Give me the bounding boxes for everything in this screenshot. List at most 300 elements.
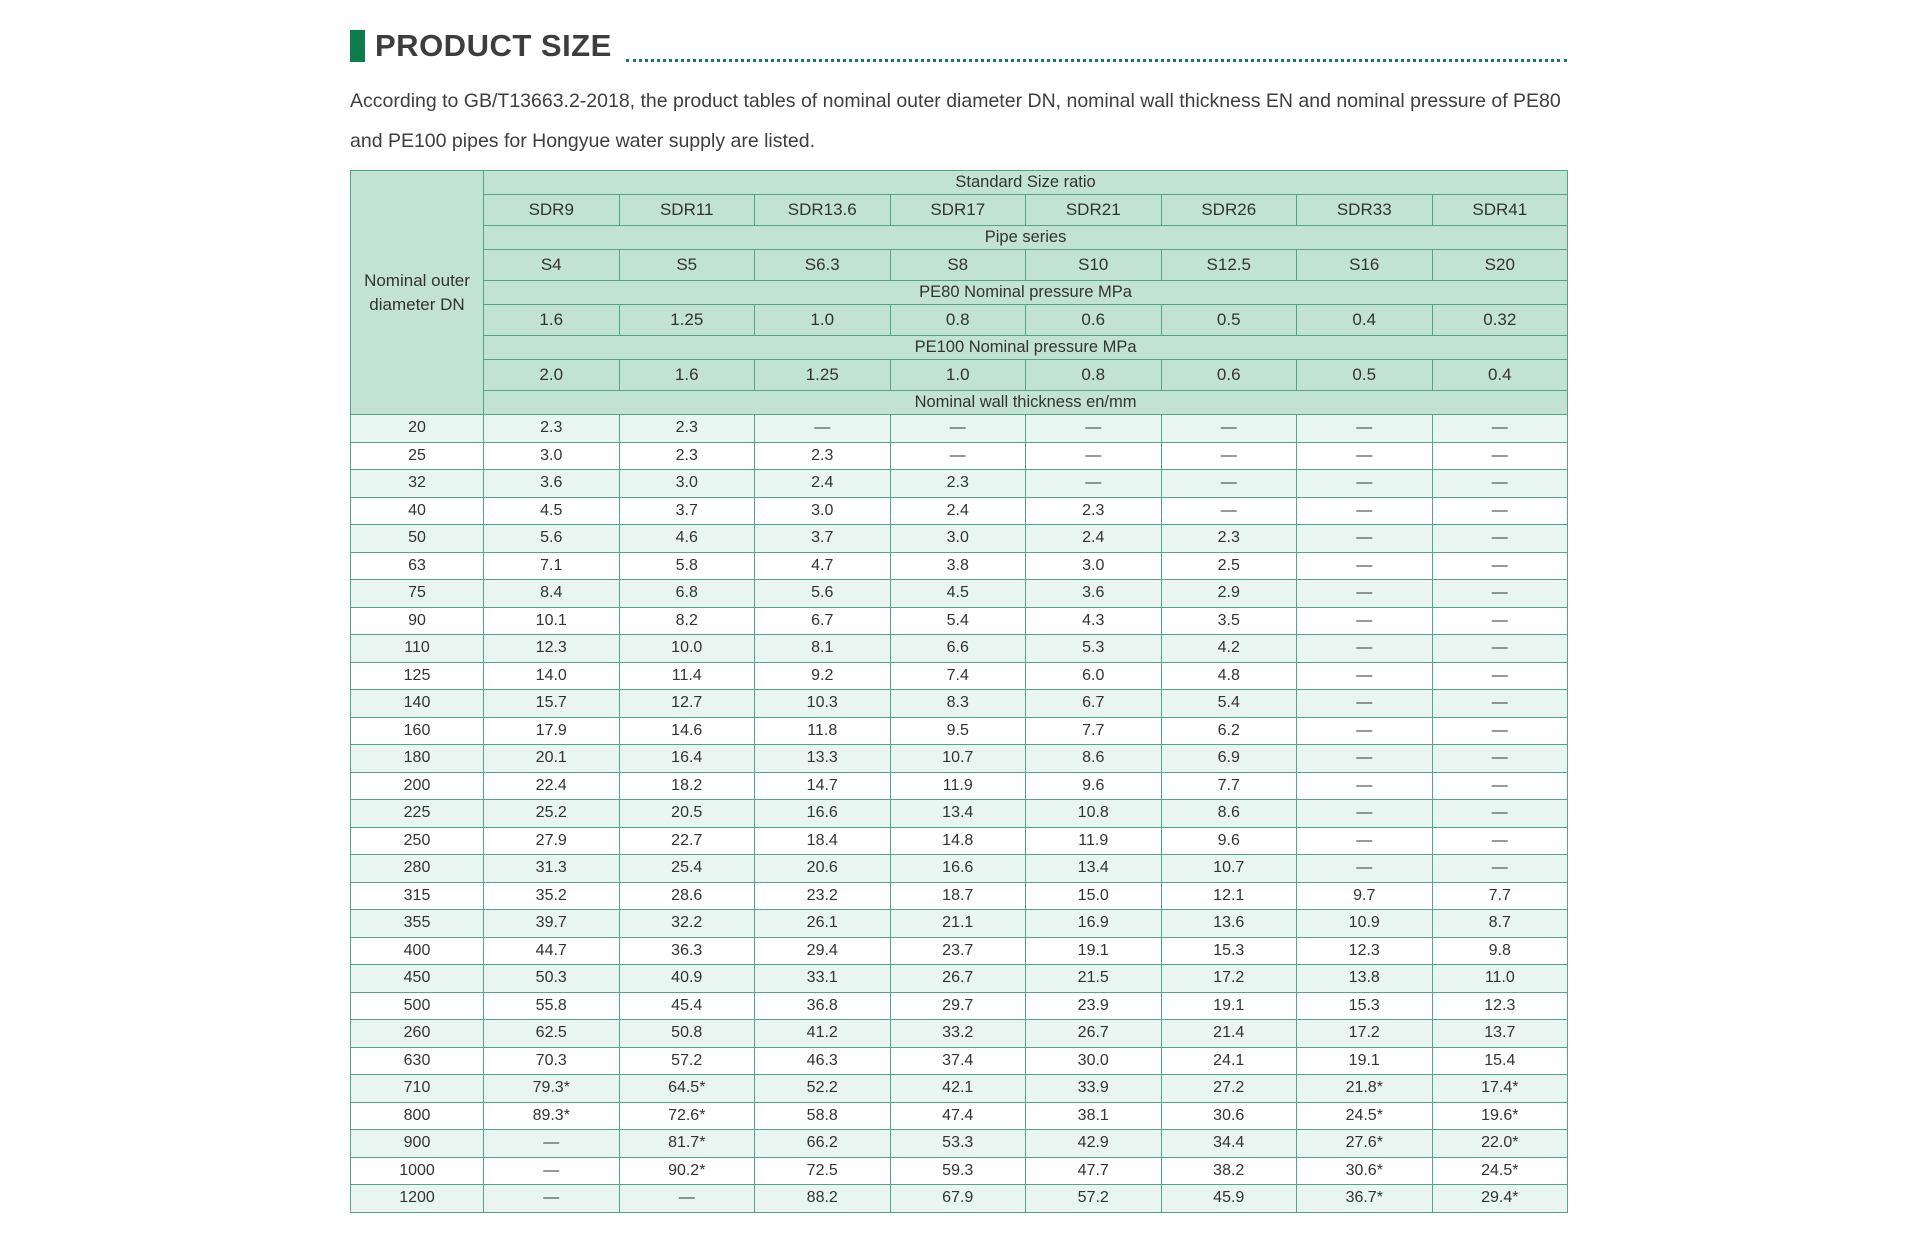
value-cell: 35.2	[484, 882, 620, 910]
value-cell: 28.6	[619, 882, 755, 910]
dn-cell: 90	[351, 607, 484, 635]
value-cell: 89.3*	[484, 1102, 620, 1130]
value-cell: 8.1	[755, 635, 891, 663]
corner-label: Nominal outer diameter DN	[351, 171, 484, 415]
value-cell: 17.2	[1297, 1020, 1433, 1048]
header-group-label: PE100 Nominal pressure MPa	[484, 336, 1568, 360]
value-cell: 25.4	[619, 855, 755, 883]
value-cell: 17.4*	[1432, 1075, 1568, 1103]
value-cell: 4.7	[755, 552, 891, 580]
value-cell: 3.0	[484, 442, 620, 470]
header-cell: SDR41	[1432, 195, 1568, 226]
value-cell: 18.4	[755, 827, 891, 855]
value-cell: 14.6	[619, 717, 755, 745]
table-row	[351, 965, 1568, 993]
value-cell: 15.4	[1432, 1047, 1568, 1075]
header-row	[351, 391, 1568, 415]
header-row	[351, 250, 1568, 281]
header-cell: S8	[890, 250, 1026, 281]
value-cell: 64.5*	[619, 1075, 755, 1103]
value-cell: —	[1432, 717, 1568, 745]
table-row	[351, 1020, 1568, 1048]
section-header	[350, 28, 1567, 62]
value-cell: 3.0	[755, 497, 891, 525]
header-cell: 0.4	[1297, 305, 1433, 336]
value-cell: 41.2	[755, 1020, 891, 1048]
value-cell: 2.3	[890, 470, 1026, 498]
value-cell: —	[1161, 442, 1297, 470]
value-cell: 21.1	[890, 910, 1026, 938]
value-cell: 38.1	[1026, 1102, 1162, 1130]
product-size-table	[350, 170, 1568, 1213]
value-cell: 21.5	[1026, 965, 1162, 993]
value-cell: 29.7	[890, 992, 1026, 1020]
dn-cell: 75	[351, 580, 484, 608]
value-cell: 3.0	[619, 470, 755, 498]
value-cell: 2.3	[619, 415, 755, 443]
value-cell: 29.4*	[1432, 1185, 1568, 1213]
value-cell: 16.4	[619, 745, 755, 773]
value-cell: 19.1	[1026, 937, 1162, 965]
header-group-label: Nominal wall thickness en/mm	[484, 391, 1568, 415]
value-cell: 21.4	[1161, 1020, 1297, 1048]
value-cell: —	[1297, 800, 1433, 828]
header-cell: S6.3	[755, 250, 891, 281]
value-cell: —	[1026, 470, 1162, 498]
value-cell: —	[1161, 497, 1297, 525]
header-cell: SDR11	[619, 195, 755, 226]
value-cell: 40.9	[619, 965, 755, 993]
table-row	[351, 415, 1568, 443]
table-row	[351, 607, 1568, 635]
value-cell: —	[484, 1157, 620, 1185]
value-cell: 24.1	[1161, 1047, 1297, 1075]
table-row	[351, 1185, 1568, 1213]
value-cell: 9.6	[1161, 827, 1297, 855]
value-cell: —	[1432, 580, 1568, 608]
value-cell: 11.0	[1432, 965, 1568, 993]
value-cell: —	[1297, 607, 1433, 635]
value-cell: 9.6	[1026, 772, 1162, 800]
value-cell: 2.3	[1026, 497, 1162, 525]
value-cell: —	[1297, 415, 1433, 443]
value-cell: 6.7	[755, 607, 891, 635]
value-cell: 5.3	[1026, 635, 1162, 663]
dn-cell: 710	[351, 1075, 484, 1103]
header-cell: S10	[1026, 250, 1162, 281]
value-cell: 45.4	[619, 992, 755, 1020]
table-row	[351, 1075, 1568, 1103]
value-cell: 5.8	[619, 552, 755, 580]
dn-cell: 315	[351, 882, 484, 910]
header-row	[351, 195, 1568, 226]
header-cell: SDR33	[1297, 195, 1433, 226]
dotted-leader-line	[626, 54, 1567, 62]
value-cell: 22.4	[484, 772, 620, 800]
value-cell: 34.4	[1161, 1130, 1297, 1158]
value-cell: 20.6	[755, 855, 891, 883]
value-cell: 23.7	[890, 937, 1026, 965]
value-cell: 11.9	[890, 772, 1026, 800]
dn-cell: 355	[351, 910, 484, 938]
value-cell: —	[1432, 525, 1568, 553]
value-cell: 37.4	[890, 1047, 1026, 1075]
value-cell: 13.7	[1432, 1020, 1568, 1048]
value-cell: 18.2	[619, 772, 755, 800]
value-cell: 33.1	[755, 965, 891, 993]
value-cell: 6.2	[1161, 717, 1297, 745]
value-cell: 33.9	[1026, 1075, 1162, 1103]
value-cell: —	[1432, 800, 1568, 828]
table-row	[351, 1130, 1568, 1158]
value-cell: 2.9	[1161, 580, 1297, 608]
value-cell: 17.2	[1161, 965, 1297, 993]
header-cell: 0.6	[1026, 305, 1162, 336]
value-cell: —	[1297, 662, 1433, 690]
header-group-label: PE80 Nominal pressure MPa	[484, 281, 1568, 305]
table-row	[351, 497, 1568, 525]
dn-cell: 630	[351, 1047, 484, 1075]
value-cell: 5.4	[890, 607, 1026, 635]
value-cell: 29.4	[755, 937, 891, 965]
value-cell: 79.3*	[484, 1075, 620, 1103]
value-cell: —	[1026, 415, 1162, 443]
value-cell: 55.8	[484, 992, 620, 1020]
value-cell: 4.2	[1161, 635, 1297, 663]
value-cell: 2.5	[1161, 552, 1297, 580]
value-cell: 10.0	[619, 635, 755, 663]
value-cell: —	[619, 1185, 755, 1213]
value-cell: 9.7	[1297, 882, 1433, 910]
value-cell: 10.8	[1026, 800, 1162, 828]
dn-cell: 280	[351, 855, 484, 883]
value-cell: —	[1432, 662, 1568, 690]
value-cell: 30.6	[1161, 1102, 1297, 1130]
header-row	[351, 226, 1568, 250]
value-cell: 3.7	[619, 497, 755, 525]
value-cell: —	[1297, 855, 1433, 883]
value-cell: 70.3	[484, 1047, 620, 1075]
value-cell: 4.8	[1161, 662, 1297, 690]
value-cell: 59.3	[890, 1157, 1026, 1185]
value-cell: 3.5	[1161, 607, 1297, 635]
value-cell: 39.7	[484, 910, 620, 938]
value-cell: 9.5	[890, 717, 1026, 745]
value-cell: 47.7	[1026, 1157, 1162, 1185]
dn-cell: 160	[351, 717, 484, 745]
dn-cell: 40	[351, 497, 484, 525]
header-cell: 1.6	[619, 360, 755, 391]
header-cell: 1.6	[484, 305, 620, 336]
dn-cell: 125	[351, 662, 484, 690]
value-cell: 13.6	[1161, 910, 1297, 938]
table-row	[351, 552, 1568, 580]
value-cell: 3.7	[755, 525, 891, 553]
value-cell: —	[1297, 690, 1433, 718]
dn-cell: 400	[351, 937, 484, 965]
value-cell: —	[1432, 497, 1568, 525]
header-cell: SDR13.6	[755, 195, 891, 226]
dn-cell: 1000	[351, 1157, 484, 1185]
dn-cell: 250	[351, 827, 484, 855]
value-cell: 2.4	[755, 470, 891, 498]
value-cell: 12.7	[619, 690, 755, 718]
value-cell: 27.6*	[1297, 1130, 1433, 1158]
dn-cell: 260	[351, 1020, 484, 1048]
value-cell: 22.7	[619, 827, 755, 855]
dn-cell: 20	[351, 415, 484, 443]
value-cell: —	[1297, 717, 1433, 745]
value-cell: 7.1	[484, 552, 620, 580]
value-cell: 4.5	[890, 580, 1026, 608]
value-cell: —	[1297, 745, 1433, 773]
value-cell: 42.1	[890, 1075, 1026, 1103]
value-cell: 18.7	[890, 882, 1026, 910]
value-cell: 9.2	[755, 662, 891, 690]
value-cell: —	[1432, 635, 1568, 663]
dn-cell: 32	[351, 470, 484, 498]
value-cell: 14.7	[755, 772, 891, 800]
value-cell: 2.4	[1026, 525, 1162, 553]
value-cell: —	[1026, 442, 1162, 470]
table-row	[351, 745, 1568, 773]
value-cell: 12.3	[1297, 937, 1433, 965]
value-cell: —	[1161, 470, 1297, 498]
value-cell: 9.8	[1432, 937, 1568, 965]
value-cell: 62.5	[484, 1020, 620, 1048]
table-row	[351, 827, 1568, 855]
value-cell: —	[1297, 827, 1433, 855]
header-row	[351, 171, 1568, 195]
value-cell: 50.3	[484, 965, 620, 993]
table-row	[351, 772, 1568, 800]
page-title: PRODUCT SIZE	[375, 28, 612, 63]
value-cell: 72.5	[755, 1157, 891, 1185]
header-cell: 1.25	[619, 305, 755, 336]
value-cell: 44.7	[484, 937, 620, 965]
header-group-label: Pipe series	[484, 226, 1568, 250]
value-cell: 21.8*	[1297, 1075, 1433, 1103]
value-cell: 72.6*	[619, 1102, 755, 1130]
value-cell: 67.9	[890, 1185, 1026, 1213]
header-cell: 2.0	[484, 360, 620, 391]
value-cell: —	[1432, 745, 1568, 773]
value-cell: 5.4	[1161, 690, 1297, 718]
table-body	[351, 415, 1568, 1213]
value-cell: 13.8	[1297, 965, 1433, 993]
value-cell: 2.3	[484, 415, 620, 443]
value-cell: 47.4	[890, 1102, 1026, 1130]
value-cell: 4.6	[619, 525, 755, 553]
value-cell: 30.0	[1026, 1047, 1162, 1075]
table-row	[351, 1102, 1568, 1130]
value-cell: 6.8	[619, 580, 755, 608]
value-cell: —	[1161, 415, 1297, 443]
value-cell: 4.3	[1026, 607, 1162, 635]
value-cell: 19.1	[1297, 1047, 1433, 1075]
value-cell: 57.2	[1026, 1185, 1162, 1213]
value-cell: —	[755, 415, 891, 443]
value-cell: 20.1	[484, 745, 620, 773]
table-row	[351, 1157, 1568, 1185]
dn-cell: 1200	[351, 1185, 484, 1213]
value-cell: —	[1297, 552, 1433, 580]
header-cell: 0.32	[1432, 305, 1568, 336]
table-row	[351, 1047, 1568, 1075]
value-cell: —	[1297, 635, 1433, 663]
dn-cell: 450	[351, 965, 484, 993]
value-cell: 6.9	[1161, 745, 1297, 773]
value-cell: 58.8	[755, 1102, 891, 1130]
value-cell: 14.0	[484, 662, 620, 690]
value-cell: 2.3	[619, 442, 755, 470]
value-cell: 10.7	[890, 745, 1026, 773]
value-cell: 7.7	[1026, 717, 1162, 745]
value-cell: —	[1297, 497, 1433, 525]
value-cell: 13.4	[1026, 855, 1162, 883]
table-row	[351, 800, 1568, 828]
value-cell: 4.5	[484, 497, 620, 525]
value-cell: 12.3	[1432, 992, 1568, 1020]
value-cell: 19.6*	[1432, 1102, 1568, 1130]
value-cell: 7.7	[1432, 882, 1568, 910]
header-cell: 1.0	[890, 360, 1026, 391]
header-cell: 0.8	[890, 305, 1026, 336]
header-group-label: Standard Size ratio	[484, 171, 1568, 195]
table-row	[351, 525, 1568, 553]
value-cell: 30.6*	[1297, 1157, 1433, 1185]
value-cell: —	[890, 442, 1026, 470]
value-cell: 8.2	[619, 607, 755, 635]
value-cell: —	[890, 415, 1026, 443]
value-cell: 11.4	[619, 662, 755, 690]
header-cell: SDR21	[1026, 195, 1162, 226]
value-cell: 15.7	[484, 690, 620, 718]
value-cell: 81.7*	[619, 1130, 755, 1158]
header-row	[351, 360, 1568, 391]
value-cell: 53.3	[890, 1130, 1026, 1158]
value-cell: 15.3	[1161, 937, 1297, 965]
value-cell: 16.6	[755, 800, 891, 828]
value-cell: —	[1432, 827, 1568, 855]
value-cell: 3.0	[1026, 552, 1162, 580]
value-cell: 8.7	[1432, 910, 1568, 938]
value-cell: —	[1297, 580, 1433, 608]
dn-cell: 225	[351, 800, 484, 828]
value-cell: 3.0	[890, 525, 1026, 553]
value-cell: 45.9	[1161, 1185, 1297, 1213]
value-cell: 13.4	[890, 800, 1026, 828]
dn-cell: 800	[351, 1102, 484, 1130]
value-cell: 19.1	[1161, 992, 1297, 1020]
table-row	[351, 662, 1568, 690]
value-cell: 15.3	[1297, 992, 1433, 1020]
value-cell: 3.8	[890, 552, 1026, 580]
value-cell: 12.1	[1161, 882, 1297, 910]
value-cell: 23.9	[1026, 992, 1162, 1020]
table-header	[351, 171, 1568, 415]
value-cell: —	[1432, 552, 1568, 580]
table-row	[351, 882, 1568, 910]
value-cell: 5.6	[755, 580, 891, 608]
value-cell: 88.2	[755, 1185, 891, 1213]
header-row	[351, 305, 1568, 336]
header-cell: S12.5	[1161, 250, 1297, 281]
header-cell: S20	[1432, 250, 1568, 281]
value-cell: 57.2	[619, 1047, 755, 1075]
value-cell: 6.7	[1026, 690, 1162, 718]
value-cell: 52.2	[755, 1075, 891, 1103]
value-cell: 5.6	[484, 525, 620, 553]
table-row	[351, 937, 1568, 965]
value-cell: 22.0*	[1432, 1130, 1568, 1158]
value-cell: 32.2	[619, 910, 755, 938]
table-row	[351, 717, 1568, 745]
dn-cell: 63	[351, 552, 484, 580]
header-cell: 0.6	[1161, 360, 1297, 391]
table-row	[351, 855, 1568, 883]
value-cell: 90.2*	[619, 1157, 755, 1185]
header-row	[351, 336, 1568, 360]
dn-cell: 50	[351, 525, 484, 553]
value-cell: —	[1432, 415, 1568, 443]
value-cell: 10.1	[484, 607, 620, 635]
value-cell: 24.5*	[1297, 1102, 1433, 1130]
dn-cell: 180	[351, 745, 484, 773]
value-cell: 31.3	[484, 855, 620, 883]
value-cell: 8.3	[890, 690, 1026, 718]
value-cell: 11.8	[755, 717, 891, 745]
dn-cell: 110	[351, 635, 484, 663]
value-cell: 42.9	[1026, 1130, 1162, 1158]
dn-cell: 140	[351, 690, 484, 718]
value-cell: —	[1297, 772, 1433, 800]
table-row	[351, 910, 1568, 938]
value-cell: 12.3	[484, 635, 620, 663]
value-cell: 50.8	[619, 1020, 755, 1048]
value-cell: —	[1297, 442, 1433, 470]
value-cell: 14.8	[890, 827, 1026, 855]
section-marker-square	[350, 30, 365, 62]
header-cell: 0.5	[1161, 305, 1297, 336]
value-cell: 16.9	[1026, 910, 1162, 938]
header-cell: S4	[484, 250, 620, 281]
header-cell: S16	[1297, 250, 1433, 281]
value-cell: 11.9	[1026, 827, 1162, 855]
value-cell: —	[1432, 470, 1568, 498]
value-cell: —	[1432, 855, 1568, 883]
value-cell: 36.8	[755, 992, 891, 1020]
value-cell: 17.9	[484, 717, 620, 745]
page-content	[0, 28, 1567, 1213]
value-cell: —	[1297, 525, 1433, 553]
value-cell: 27.9	[484, 827, 620, 855]
value-cell: 38.2	[1161, 1157, 1297, 1185]
value-cell: 46.3	[755, 1047, 891, 1075]
value-cell: 23.2	[755, 882, 891, 910]
value-cell: 7.4	[890, 662, 1026, 690]
header-cell: 0.4	[1432, 360, 1568, 391]
header-row	[351, 281, 1568, 305]
dn-cell: 900	[351, 1130, 484, 1158]
value-cell: 10.7	[1161, 855, 1297, 883]
value-cell: 26.1	[755, 910, 891, 938]
value-cell: 3.6	[1026, 580, 1162, 608]
value-cell: 15.0	[1026, 882, 1162, 910]
table-row	[351, 470, 1568, 498]
value-cell: —	[1432, 772, 1568, 800]
value-cell: 26.7	[1026, 1020, 1162, 1048]
